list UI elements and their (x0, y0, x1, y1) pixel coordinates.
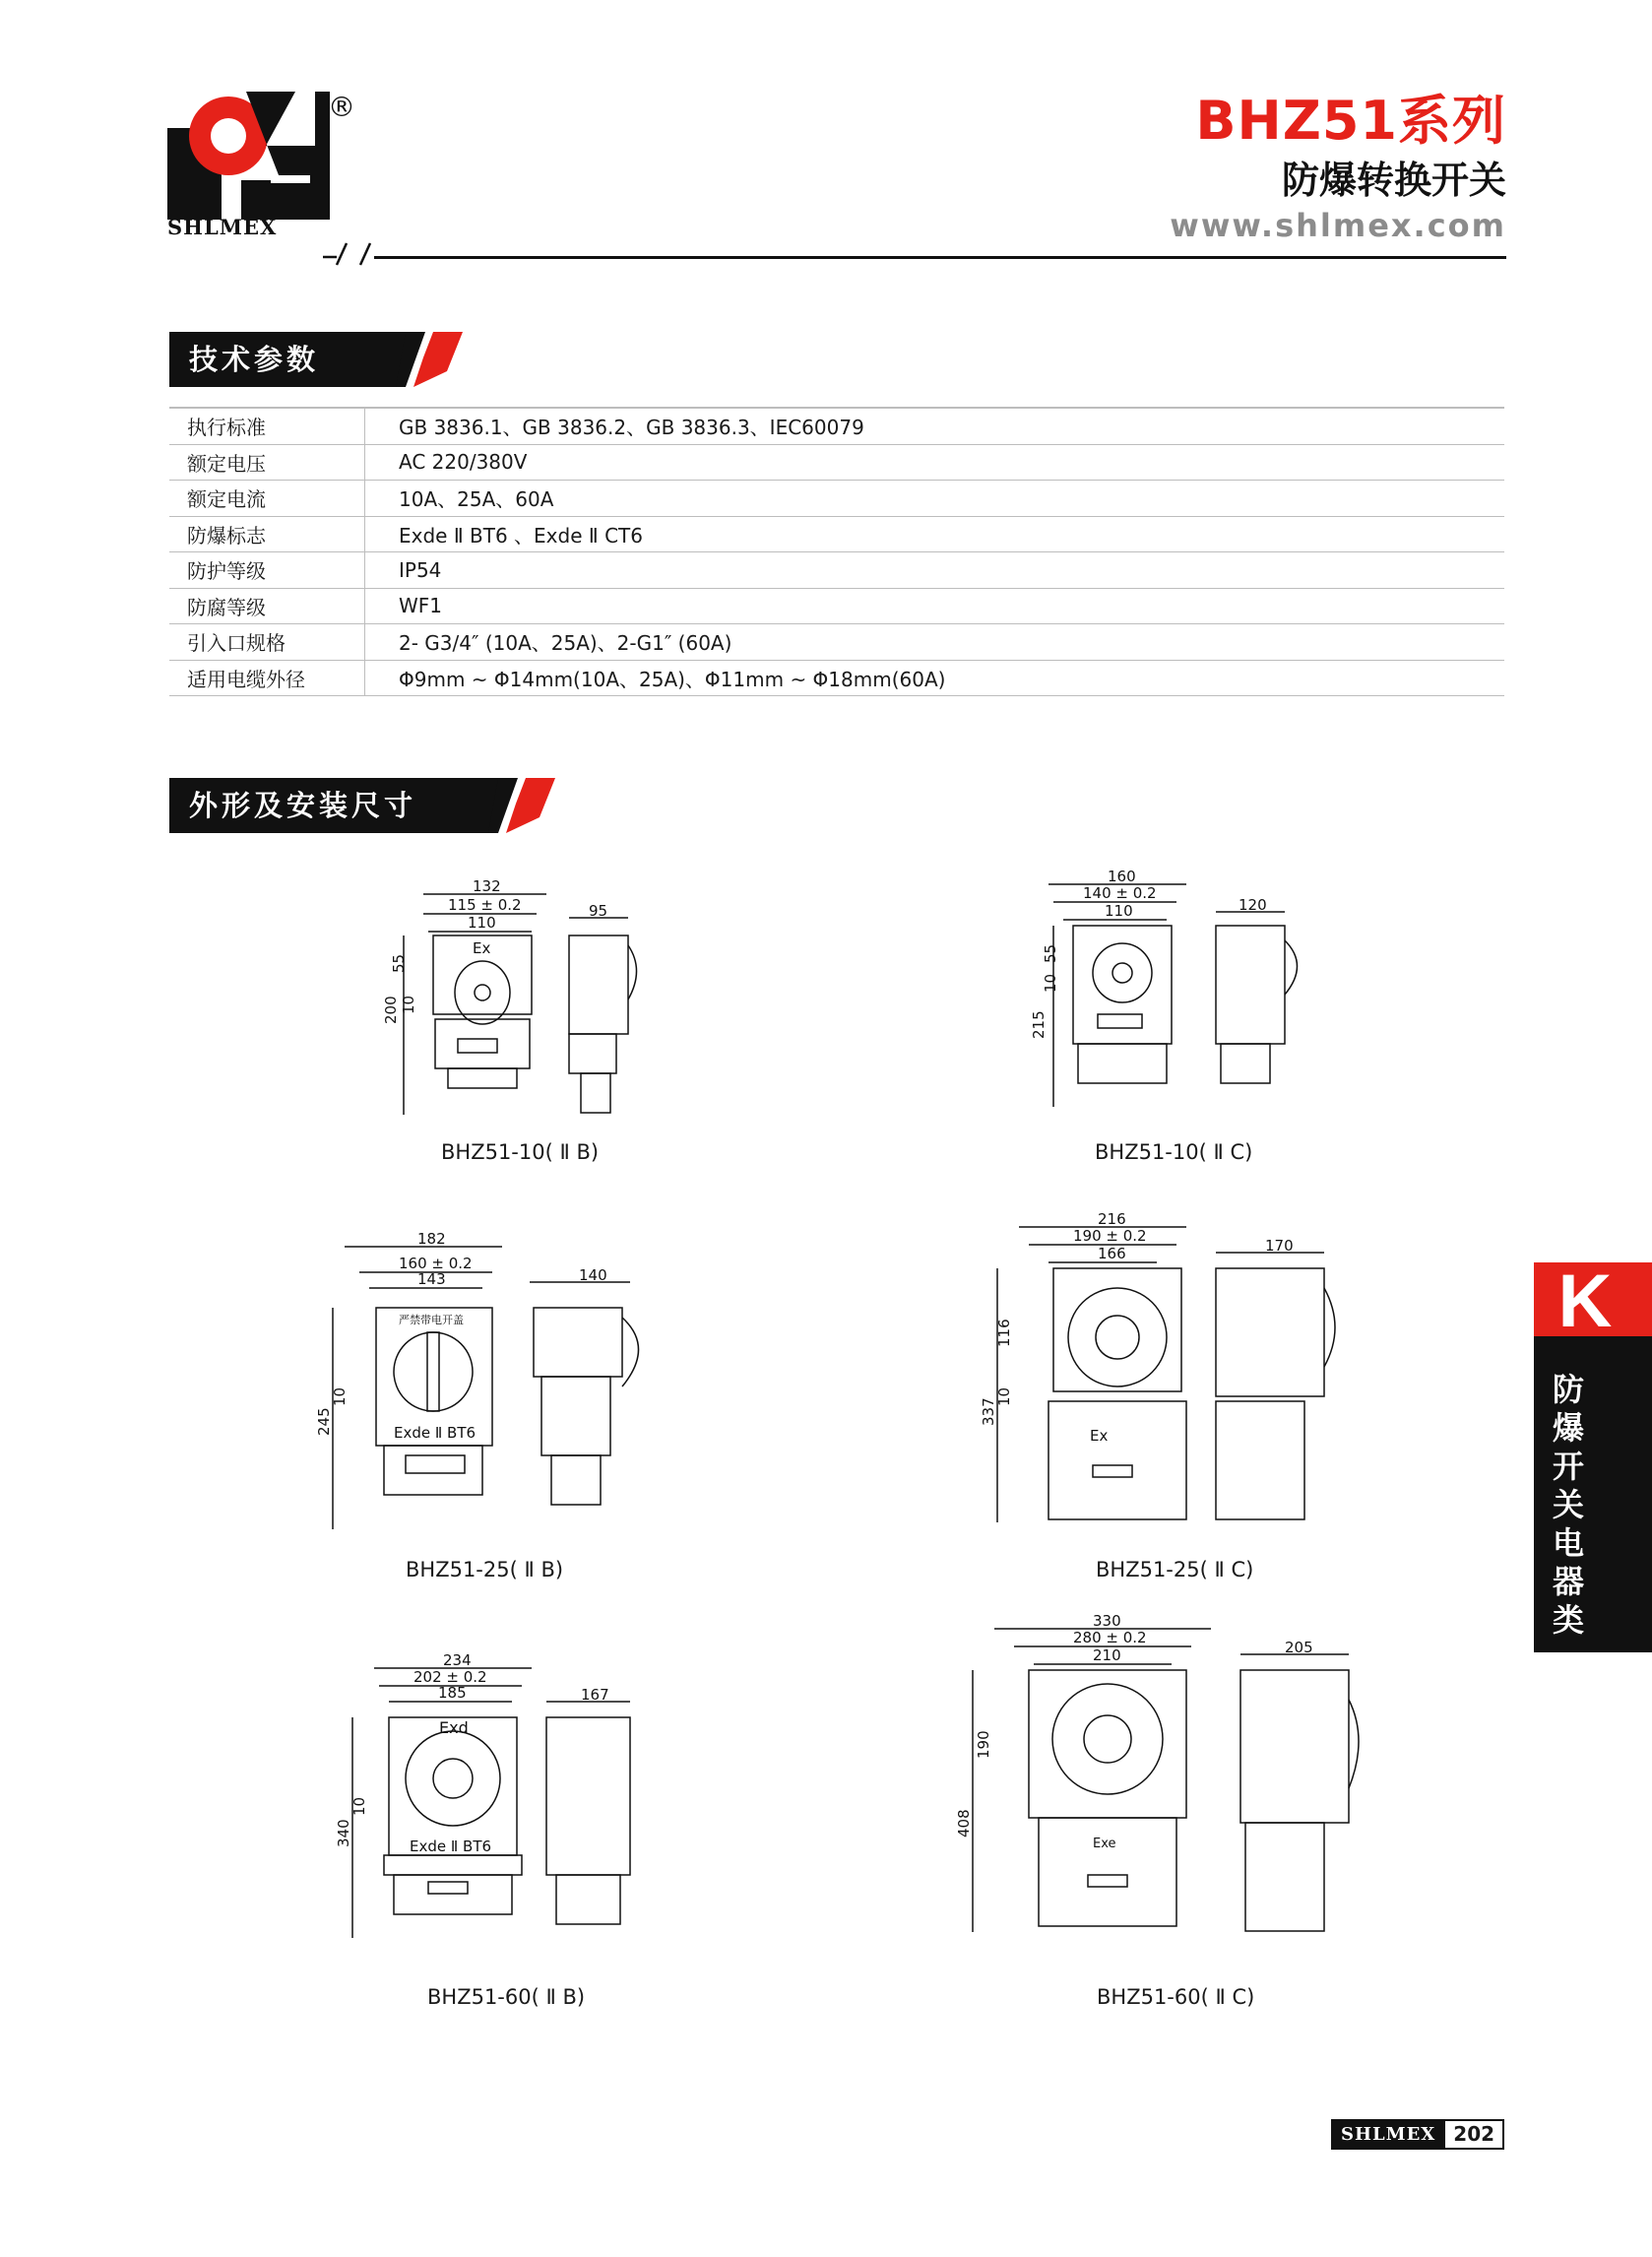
footer-page-badge (1331, 2119, 1504, 2150)
spec-key: 执行标准 (169, 408, 365, 444)
dim-inner: 110 (468, 914, 496, 932)
drawing-bhz51-10-iib (374, 876, 689, 1164)
spec-value: GB 3836.1、GB 3836.2、GB 3836.3、IEC60079 (365, 408, 1505, 444)
nameplate-label: Exe (1093, 1837, 1116, 1851)
footer-brand: SHLMEX (1331, 2119, 1445, 2150)
drawing-bhz51-25-iib (315, 1229, 689, 1581)
spec-value: AC 220/380V (365, 444, 1505, 481)
spec-key: 适用电缆外径 (169, 660, 365, 696)
drawing-caption: BHZ51-60( Ⅱ B) (427, 1985, 586, 2009)
spec-key: 防护等级 (169, 552, 365, 589)
dim-h2: 10 (1042, 973, 1059, 993)
dim-inner: 143 (417, 1270, 446, 1288)
warning-label: 严禁带电开盖 (399, 1314, 464, 1326)
dim-mount: 140 ± 0.2 (1083, 884, 1157, 902)
dim-width: 330 (1093, 1612, 1121, 1630)
dim-inner: 210 (1093, 1646, 1121, 1664)
dim-mount: 115 ± 0.2 (448, 896, 522, 914)
dim-depth: 95 (589, 902, 608, 920)
spec-value: 10A、25A、60A (365, 481, 1505, 517)
dim-depth: 205 (1285, 1639, 1313, 1656)
spec-row (169, 660, 1504, 696)
dim-width: 160 (1108, 868, 1136, 885)
drawing-bhz51-60-iic (955, 1611, 1368, 2009)
spec-row (169, 516, 1504, 552)
spec-row (169, 588, 1504, 624)
nameplate-label: Exde Ⅱ BT6 (394, 1424, 477, 1442)
dim-depth: 140 (579, 1266, 607, 1284)
spec-key: 额定电压 (169, 444, 365, 481)
dim-mount: 190 ± 0.2 (1073, 1227, 1147, 1245)
page-title: BHZ51系列 (1195, 90, 1506, 152)
website-link[interactable]: www.shlmex.com (1170, 207, 1506, 244)
dim-depth: 167 (581, 1686, 609, 1704)
section-title: 技术参数 (169, 332, 406, 387)
section-header-tech (169, 332, 465, 387)
dim-height: 337 (980, 1397, 997, 1426)
header-rule (374, 256, 1506, 259)
dim-h2: 10 (350, 1796, 368, 1816)
dim-inner: 110 (1105, 902, 1133, 920)
dim-h2: 10 (400, 995, 417, 1014)
nameplate-label: Ex (473, 939, 491, 957)
drawing-caption: BHZ51-10( Ⅱ C) (1095, 1140, 1253, 1164)
spec-value: WF1 (365, 588, 1505, 624)
dim-width: 234 (443, 1651, 472, 1669)
dim-mount: 280 ± 0.2 (1073, 1629, 1147, 1646)
spec-value: IP54 (365, 552, 1505, 589)
section-accent-icon (488, 778, 567, 833)
spec-row (169, 624, 1504, 661)
spec-key: 额定电流 (169, 481, 365, 517)
technical-drawing (374, 876, 689, 1132)
drawing-bhz51-25-iic (980, 1209, 1354, 1581)
spec-row (169, 408, 1504, 444)
registered-mark: ® (328, 91, 355, 123)
dim-width: 216 (1098, 1210, 1126, 1228)
dim-width: 132 (473, 877, 501, 895)
technical-drawing (1004, 867, 1319, 1123)
dim-h1: 55 (1042, 943, 1059, 963)
technical-drawing (335, 1650, 689, 1956)
section-title: 外形及安装尺寸 (169, 778, 498, 833)
drawing-bhz51-10-iic (1004, 867, 1319, 1164)
category-tab-notch (1534, 1336, 1652, 1361)
page-number: 202 (1445, 2119, 1504, 2150)
technical-drawing (315, 1229, 689, 1534)
technical-drawing (980, 1209, 1354, 1534)
dim-inner: 166 (1098, 1245, 1126, 1262)
spec-row (169, 481, 1504, 517)
shlmex-logo-icon (167, 87, 335, 220)
dim-h1: 55 (390, 953, 408, 973)
dim-h1: 190 (975, 1730, 992, 1759)
dim-depth: 120 (1239, 896, 1267, 914)
drawing-caption: BHZ51-25( Ⅱ B) (406, 1558, 564, 1581)
page-subtitle: 防爆转换开关 (1281, 159, 1506, 202)
spec-table (169, 407, 1504, 696)
dim-h2: 10 (995, 1386, 1013, 1406)
dim-height: 215 (1030, 1010, 1048, 1039)
spec-value: Exde Ⅱ BT6 、Exde Ⅱ CT6 (365, 516, 1505, 552)
nameplate-label: Ex (1090, 1427, 1109, 1445)
spec-key: 防爆标志 (169, 516, 365, 552)
drawing-caption: BHZ51-60( Ⅱ C) (1097, 1985, 1255, 2009)
dim-inner: 185 (438, 1684, 467, 1702)
drawing-caption: BHZ51-25( Ⅱ C) (1096, 1558, 1254, 1581)
spec-value: Φ9mm ~ Φ14mm(10A、25A)、Φ11mm ~ Φ18mm(60A) (365, 660, 1505, 696)
dim-h1: 116 (995, 1319, 1013, 1347)
brand-name: SHLMEX (167, 215, 278, 239)
section-accent-icon (396, 332, 475, 387)
section-header-dims (169, 778, 563, 833)
spec-value: 2- G3/4″ (10A、25A)、2-G1″ (60A) (365, 624, 1505, 661)
spec-row (169, 444, 1504, 481)
dim-height: 340 (335, 1819, 352, 1847)
dim-mount: 160 ± 0.2 (399, 1255, 473, 1272)
spec-row (169, 552, 1504, 589)
dim-mount: 202 ± 0.2 (413, 1668, 487, 1686)
drawing-caption: BHZ51-10( Ⅱ B) (441, 1140, 600, 1164)
dim-width: 182 (417, 1230, 446, 1248)
spec-key: 防腐等级 (169, 588, 365, 624)
header-divider-slashes (323, 239, 382, 269)
dim-height: 200 (382, 996, 400, 1024)
category-letter: K (1557, 1259, 1613, 1343)
nameplate-label: Exde Ⅱ BT6 (410, 1838, 492, 1855)
category-name: 防爆开关电器类 (1552, 1371, 1584, 1639)
exd-label: Exd (439, 1718, 469, 1737)
dim-height: 245 (315, 1407, 333, 1436)
drawing-bhz51-60-iib (335, 1650, 689, 2009)
dim-height: 408 (955, 1809, 973, 1838)
spec-key: 引入口规格 (169, 624, 365, 661)
technical-drawing (955, 1611, 1368, 1956)
dim-h2: 10 (331, 1386, 349, 1406)
dim-depth: 170 (1265, 1237, 1294, 1255)
